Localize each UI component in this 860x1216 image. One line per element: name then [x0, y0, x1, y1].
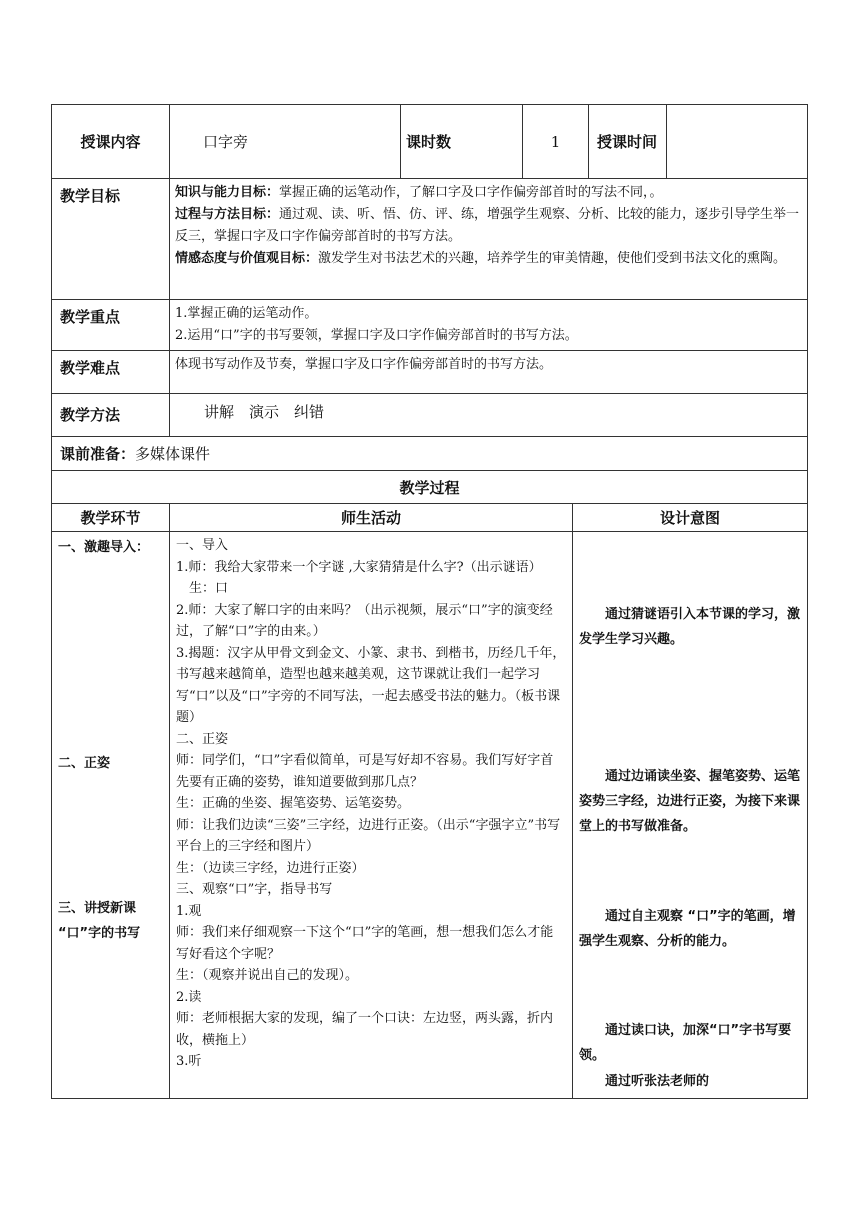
preparation-row: [52, 437, 808, 471]
periods-value: 1: [523, 105, 589, 179]
activity-line: 师：我们来仔细观察一下这个“口”字的笔画，想一想我们怎么才能写好看这个字呢？: [176, 925, 554, 962]
intent-3: 通过自主观察 “口”字的笔画，增强学生观察、分析的能力。: [579, 909, 796, 949]
activity-line: 生：口: [176, 581, 229, 596]
activity-line: 3.听: [176, 1054, 202, 1069]
time-label: 授课时间: [589, 105, 667, 179]
activity-line: 师：老师根据大家的发现，编了一个口诀：左边竖，两头露，折内收，横拖上）: [176, 1011, 554, 1048]
objectives-row: [52, 179, 808, 300]
col-stage-header: 教学环节: [52, 504, 170, 532]
preparation-cell: [52, 437, 808, 471]
process-header-row: [52, 504, 808, 532]
activity-line: 生：（观察并说出自己的发现）。: [176, 968, 359, 983]
stage-3a: 三、讲授新课: [58, 901, 137, 916]
intent-2: 通过边诵读坐姿、握笔姿势、运笔姿势三字经，边进行正姿，为接下来课堂上的书写做准备。: [579, 769, 801, 834]
stage-cell: [52, 532, 170, 1099]
emotion-text: 激发学生对书法艺术的兴趣，培养学生的审美情趣，使他们受到书法文化的熏陶。: [318, 251, 787, 266]
activity-line: 3.揭题：汉字从甲骨文到金文、小篆、隶书、到楷书，历经几千年，书写越来越简单，造型也越来越美观，这节课就让我们一起学习写“口”以及“口”字旁的不同写法，一起去感受书法的魅力。（板书课题）: [176, 645, 566, 725]
preparation-text: 多媒体课件: [135, 445, 211, 463]
activity-cell: [170, 532, 573, 1099]
activity-line: 师：让我们边读“三姿”三字经，边进行正姿。（出示“字强字立”书写平台上的三字经和图片）: [176, 817, 561, 854]
activity-line: 1.师：我给大家带来一个字谜 ,大家猜猜是什么字?（出示谜语）: [176, 559, 542, 575]
objectives-label: 教学目标: [52, 179, 170, 300]
process-title-row: [52, 471, 808, 504]
emotion-title: 情感态度与价值观目标：: [175, 251, 319, 266]
methods-label: 教学方法: [52, 394, 170, 437]
activity-line: 一、导入: [176, 538, 229, 553]
activity-line: 2.读: [176, 989, 202, 1005]
col-activity-header: 师生活动: [170, 504, 573, 532]
key-points-row: [52, 300, 808, 351]
preparation-label: 课前准备：: [60, 445, 136, 463]
key-point-2: 2.运用“口”字的书写要领，掌握口字及口字作偏旁部首时的书写方法。: [175, 328, 578, 343]
content-value: 口字旁: [170, 105, 401, 179]
activity-line: 2.师：大家了解口字的由来吗？（出示视频，展示“口”字的演变经过，了解“口”字的由来。）: [176, 602, 553, 639]
key-points-content: [170, 300, 808, 351]
stage-3b: “口”字的书写: [58, 926, 141, 941]
methods-row: [52, 394, 808, 437]
stage-2: 二、正姿: [58, 756, 111, 771]
activity-line: 师：同学们，“口”字看似简单，可是写好却不容易。我们写好字首先要有正确的姿势，谁知道要做到那几点？: [176, 753, 554, 790]
key-point-1: 1.掌握正确的运笔动作。: [175, 306, 318, 321]
lesson-plan-table: [51, 104, 808, 1099]
key-points-label: 教学重点: [52, 300, 170, 351]
header-row: [52, 105, 808, 179]
knowledge-text: 掌握正确的运笔动作，了解口字及口字作偏旁部首时的写法不同，。: [279, 185, 663, 200]
content-label: 授课内容: [52, 105, 170, 179]
difficulties-text: 体现书写动作及节奏，掌握口字及口字作偏旁部首时的书写方法。: [170, 351, 808, 394]
process-title: 过程与方法目标：: [175, 207, 280, 222]
methods-text: 讲解 演示 纠错: [170, 394, 808, 437]
objectives-content: [170, 179, 808, 300]
difficulties-row: [52, 351, 808, 394]
stage-1: 一、激趣导入：: [58, 540, 150, 555]
knowledge-title: 知识与能力目标：: [175, 185, 280, 200]
activity-line: 生：正确的坐姿、握笔姿势、运笔姿势。: [176, 796, 411, 811]
activity-line: 1.观: [176, 903, 202, 919]
col-intent-header: 设计意图: [573, 504, 808, 532]
intent-1: 通过猜谜语引入本节课的学习，激发学生学习兴趣。: [579, 607, 801, 647]
difficulties-label: 教学难点: [52, 351, 170, 394]
time-value: [667, 105, 808, 179]
process-text: 通过观、读、听、悟、仿、评、练，增强学生观察、分析、比较的能力，逐步引导学生举一反三，掌握口字及口字作偏旁部首时的书写方法。: [175, 207, 800, 244]
intent-4: 通过读口诀，加深“口”字书写要领。: [579, 1023, 792, 1063]
intent-5: 通过听张法老师的: [579, 1074, 710, 1089]
process-body-row: [52, 532, 808, 1099]
activity-line: 三、观察“口”字，指导书写: [176, 882, 333, 897]
activity-line: 生：（边读三字经，边进行正姿）: [176, 860, 365, 876]
periods-label: 课时数: [401, 105, 523, 179]
process-title: 教学过程: [52, 471, 808, 504]
activity-line: 二、正姿: [176, 731, 229, 747]
intent-cell: [573, 532, 808, 1099]
